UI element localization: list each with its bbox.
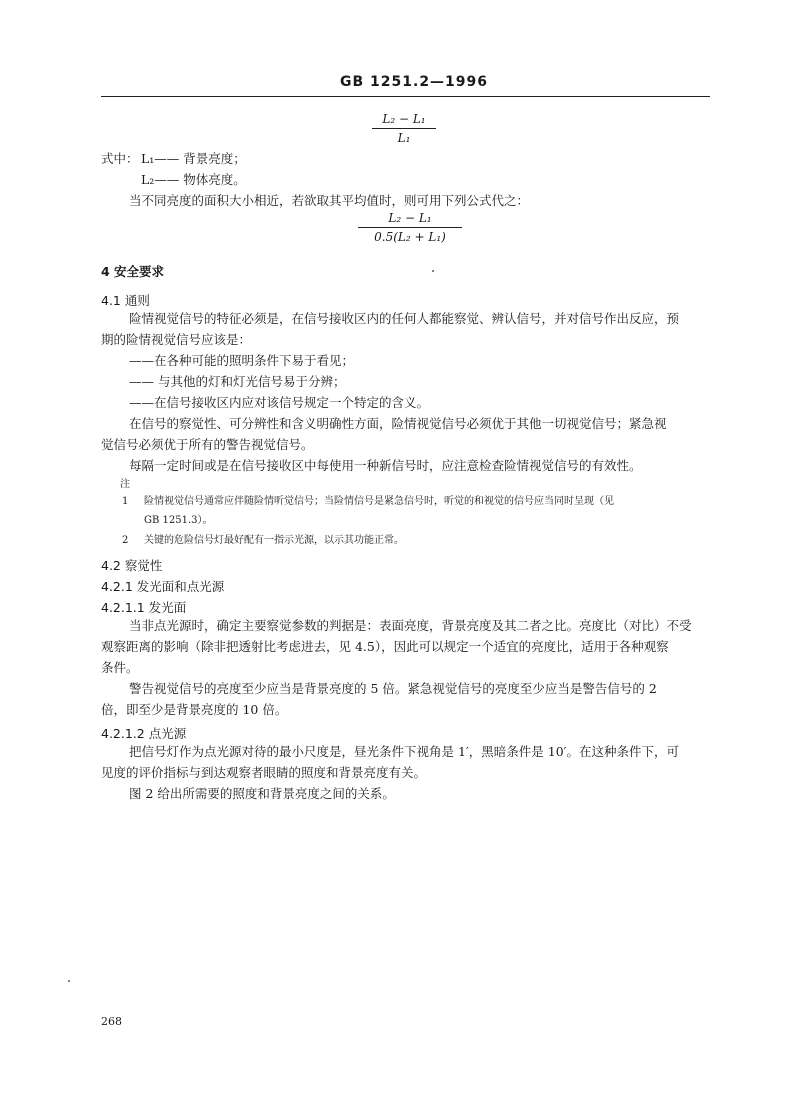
s4-2-1-1-para1-line2: 观察距离的影响（除非把透射比考虑进去，见 4.5），因此可以规定一个适宜的亮度比，适用于各种观察	[101, 639, 669, 654]
definition-l2: L₂—— 物体亮度。	[141, 172, 246, 187]
s4-2-1-2-para1-line2: 见度的评价指标与到达观察者眼睛的照度和背景亮度有关。	[101, 765, 427, 780]
note-1-line2: GB 1251.3）。	[144, 515, 213, 526]
scan-speck	[68, 980, 70, 982]
s4-1-dash-item-2: —— 与其他的灯和灯光信号易于分辨；	[129, 374, 346, 389]
section-4-2-heading: 4.2 察觉性	[101, 558, 163, 573]
note-2-text: 关键的危险信号灯最好配有一指示光源，以示其功能正常。	[144, 535, 404, 546]
note-1-number: 1	[122, 496, 129, 507]
s4-1-dash-item-3: ——在信号接收区内应对该信号规定一个特定的含义。	[129, 395, 430, 410]
section-4-2-1-heading: 4.2.1 发光面和点光源	[101, 579, 225, 594]
note-2-number: 2	[122, 535, 129, 546]
s4-1-para1-line1: 险情视觉信号的特征必须是，在信号接收区内的任何人都能察觉、辨认信号，并对信号作出反应，预	[129, 311, 680, 326]
s4-2-1-2-para1-line1: 把信号灯作为点光源对待的最小尺度是，昼光条件下视角是 1′，黑暗条件是 10′。在这种条件下，可	[129, 744, 679, 759]
s4-2-1-1-para2-line2: 倍，即至少是背景亮度的 10 倍。	[101, 702, 288, 717]
header-rule	[101, 96, 710, 97]
s4-1-para1-line2: 期的险情视觉信号应该是：	[101, 332, 252, 347]
s4-2-1-1-para1-line3: 条件。	[101, 660, 139, 675]
note-label: 注	[120, 479, 130, 490]
formula-average-contrast	[358, 211, 462, 244]
scan-speck	[432, 270, 434, 272]
s4-2-1-2-para2: 图 2 给出所需要的照度和背景亮度之间的关系。	[129, 786, 395, 801]
formula-contrast-numerator: L₂ − L₁	[382, 112, 426, 126]
s4-1-dash-item-1: ——在各种可能的照明条件下易于看见；	[129, 353, 355, 368]
s4-2-1-1-para2-line1: 警告视觉信号的亮度至少应当是背景亮度的 5 倍。紧急视觉信号的亮度至少应当是警告信号的 2	[129, 681, 657, 696]
note-1-line1: 险情视觉信号通常应伴随险情听觉信号；当险情信号是紧急信号时，听觉的和视觉的信号应当同时呈现（见	[144, 496, 614, 507]
section-4-2-1-1-heading: 4.2.1.1 发光面	[101, 600, 187, 615]
s4-1-para2-line2: 觉信号必须优于所有的警告视觉信号。	[101, 437, 314, 452]
formula-contrast-denominator: L₁	[372, 128, 436, 145]
s4-2-1-1-para1-line1: 当非点光源时，确定主要察觉参数的判据是：表面亮度，背景亮度及其二者之比。亮度比（对比）不受	[129, 618, 692, 633]
where-intro: 式中：	[101, 151, 139, 166]
page-number: 268	[101, 1015, 122, 1028]
definition-l1: L₁—— 背景亮度；	[141, 151, 246, 166]
section-4-heading: 4 安全要求	[101, 264, 165, 279]
s4-1-para2-line1: 在信号的察觉性、可分辨性和含义明确性方面，险情视觉信号必须优于其他一切视觉信号；紧急视	[129, 416, 667, 431]
formula-contrast	[372, 112, 436, 145]
formula-average-numerator: L₂ − L₁	[388, 211, 432, 225]
s4-1-para3: 每隔一定时间或是在信号接收区中每使用一种新信号时，应注意检查险情视觉信号的有效性。	[129, 458, 642, 473]
average-note: 当不同亮度的面积大小相近，若欲取其平均值时，则可用下列公式代之：	[129, 193, 530, 208]
section-4-1-heading: 4.1 通则	[101, 293, 150, 308]
section-4-2-1-2-heading: 4.2.1.2 点光源	[101, 726, 187, 741]
standard-number: GB 1251.2—1996	[340, 74, 489, 90]
formula-average-denominator: 0.5(L₂ + L₁)	[358, 227, 462, 244]
